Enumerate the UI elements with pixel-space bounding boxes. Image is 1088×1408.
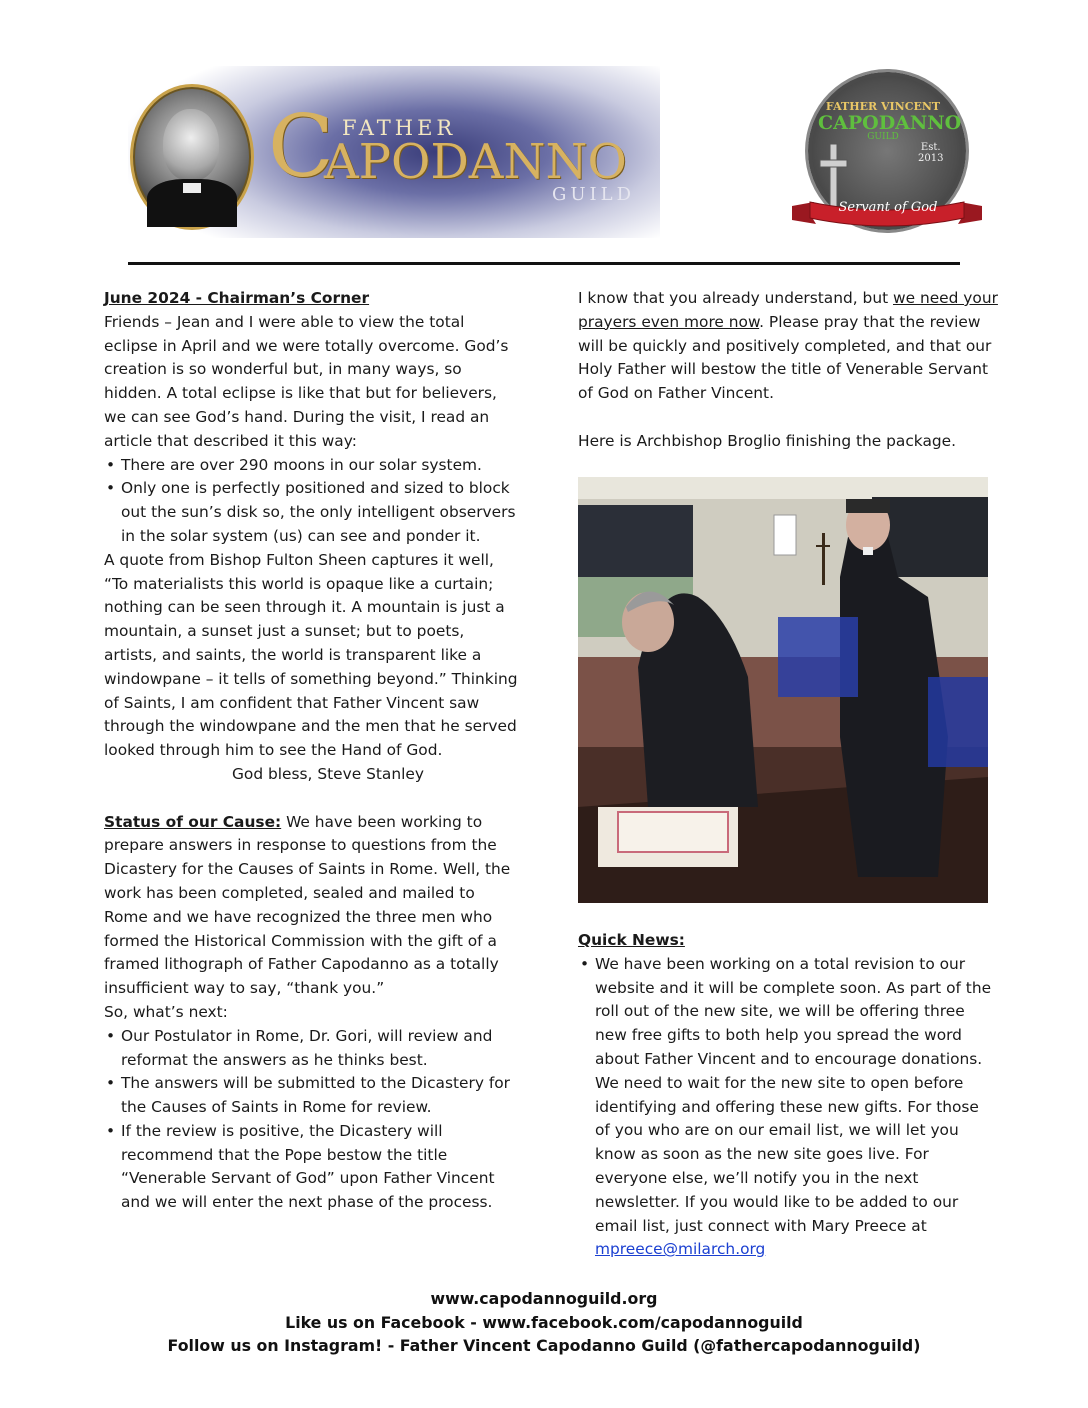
quick-news-text: We have been working on a total revision to our website and it will be complete soon. As part of the roll out of the new site, we will be offering three new free gifts to both help you spread the word about Father Vincent and to encourage donations. We need to wait for the new site to open before identifying and offering these new gifts. For those of you who are on our email list, we will let you know as soon as the new site goes live. For everyone else, we’ll notify you in the next newsletter. If you would like to be added to our email list, just connect with Mary Preece at <box>595 954 992 1235</box>
archbishop-photo <box>578 477 988 903</box>
list-item: • Only one is perfectly positioned and sized to block out the sun’s disk so, the only intelligent observers in the solar system (us) can see and ponder it. <box>104 477 518 548</box>
list-item: • Our Postulator in Rome, Dr. Gori, will review and reformat the answers as he thinks best. <box>104 1025 518 1073</box>
seal-est-year: 2013 <box>918 153 944 164</box>
chairman-bullet-list <box>104 454 518 549</box>
list-item: • If the review is positive, the Dicastery will recommend that the Pope bestow the title “Venerable Servant of God” upon Father Vincent and we will enter the next phase of the process. <box>104 1120 518 1215</box>
status-bullet-list <box>104 1025 518 1215</box>
header-divider <box>128 262 960 265</box>
status-text: We have been working to prepare answers in response to questions from the Dicastery for the Causes of Saints in Rome. Well, the work has been completed, sealed and mailed to Rome and we have recognized the three men who formed the Historical Commission with the gift of a framed lithograph of Father Capodanno as a totally insufficient way to say, “thank you.” <box>104 812 511 998</box>
logo-father: FATHER <box>342 116 457 140</box>
prayer-paragraph <box>578 287 998 406</box>
prayer-text-start: I know that you already understand, but <box>578 289 893 307</box>
chairman-heading: June 2024 - Chairman’s Corner <box>104 289 370 307</box>
status-heading: Status of our Cause: <box>104 812 282 831</box>
quick-news-list <box>578 953 998 1262</box>
footer <box>0 1287 1088 1358</box>
seal-line-3: GUILD <box>867 132 899 142</box>
right-column <box>578 287 998 454</box>
seal-est-label: Est. <box>920 142 941 153</box>
signature: God bless, Steve Stanley <box>232 764 424 783</box>
website-link[interactable]: www.capodannoguild.org <box>430 1289 658 1308</box>
logo-guild: GUILD <box>552 184 636 205</box>
prayer-text-end: . Please pray that the review will be quickly and positively completed, and that our Holy Father will bestow the title of Venerable Servant of God on Father Vincent. <box>578 312 992 403</box>
instagram-link[interactable]: Follow us on Instagram! - Father Vincent Capodanno Guild (@fathercapodannoguild) <box>167 1336 921 1355</box>
quick-news-heading: Quick News: <box>578 931 685 949</box>
logo-capodanno-rest: APODANNO <box>324 134 627 190</box>
list-item: • There are over 290 moons in our solar system. <box>104 454 518 478</box>
chairman-paragraph-1: Friends – Jean and I were able to view the total eclipse in April and we were totally overcome. God’s creation is so wonderful but, in many ways, so hidden. A total eclipse is like that but for believers, we can see God’s hand. During the visit, I read an article that described it this way: <box>104 312 509 450</box>
photo-caption: Here is Archbishop Broglio finishing the package. <box>578 431 957 450</box>
seal-line-1: FATHER VINCENT <box>825 100 941 113</box>
chairman-paragraph-2: A quote from Bishop Fulton Sheen captures it well, “To materialists this world is opaque like a curtain; nothing can be seen through it. A mountain is just a mountain, a sunset just a sunset; but to poets, artists, and saints, the world is transparent like a windowpane – it tells of something beyond.” Thinking of Saints, I am confident that Father Vincent saw through the windowpane and the men that he served looked through him to see the Hand of God. <box>104 550 518 760</box>
quick-news-section <box>578 929 998 1262</box>
list-item <box>578 953 998 1262</box>
seal-established <box>918 142 943 164</box>
seal-ribbon-text: Servant of God <box>838 200 938 215</box>
prayer-emphasis: we need your prayers even more now <box>578 289 998 331</box>
facebook-link[interactable]: Like us on Facebook - www.facebook.com/capodannoguild <box>285 1312 803 1332</box>
seal-line-2: CAPODANNO <box>818 112 962 134</box>
status-next: So, what’s next: <box>104 1002 228 1021</box>
left-column <box>104 287 518 1215</box>
email-link[interactable]: mpreece@milarch.org <box>595 1240 766 1259</box>
father-capodanno-portrait <box>130 84 254 230</box>
list-item: • The answers will be submitted to the Dicastery for the Causes of Saints in Rome for review. <box>104 1072 518 1120</box>
logo-capodanno-initial: C <box>268 97 333 197</box>
status-paragraph <box>104 811 518 1001</box>
